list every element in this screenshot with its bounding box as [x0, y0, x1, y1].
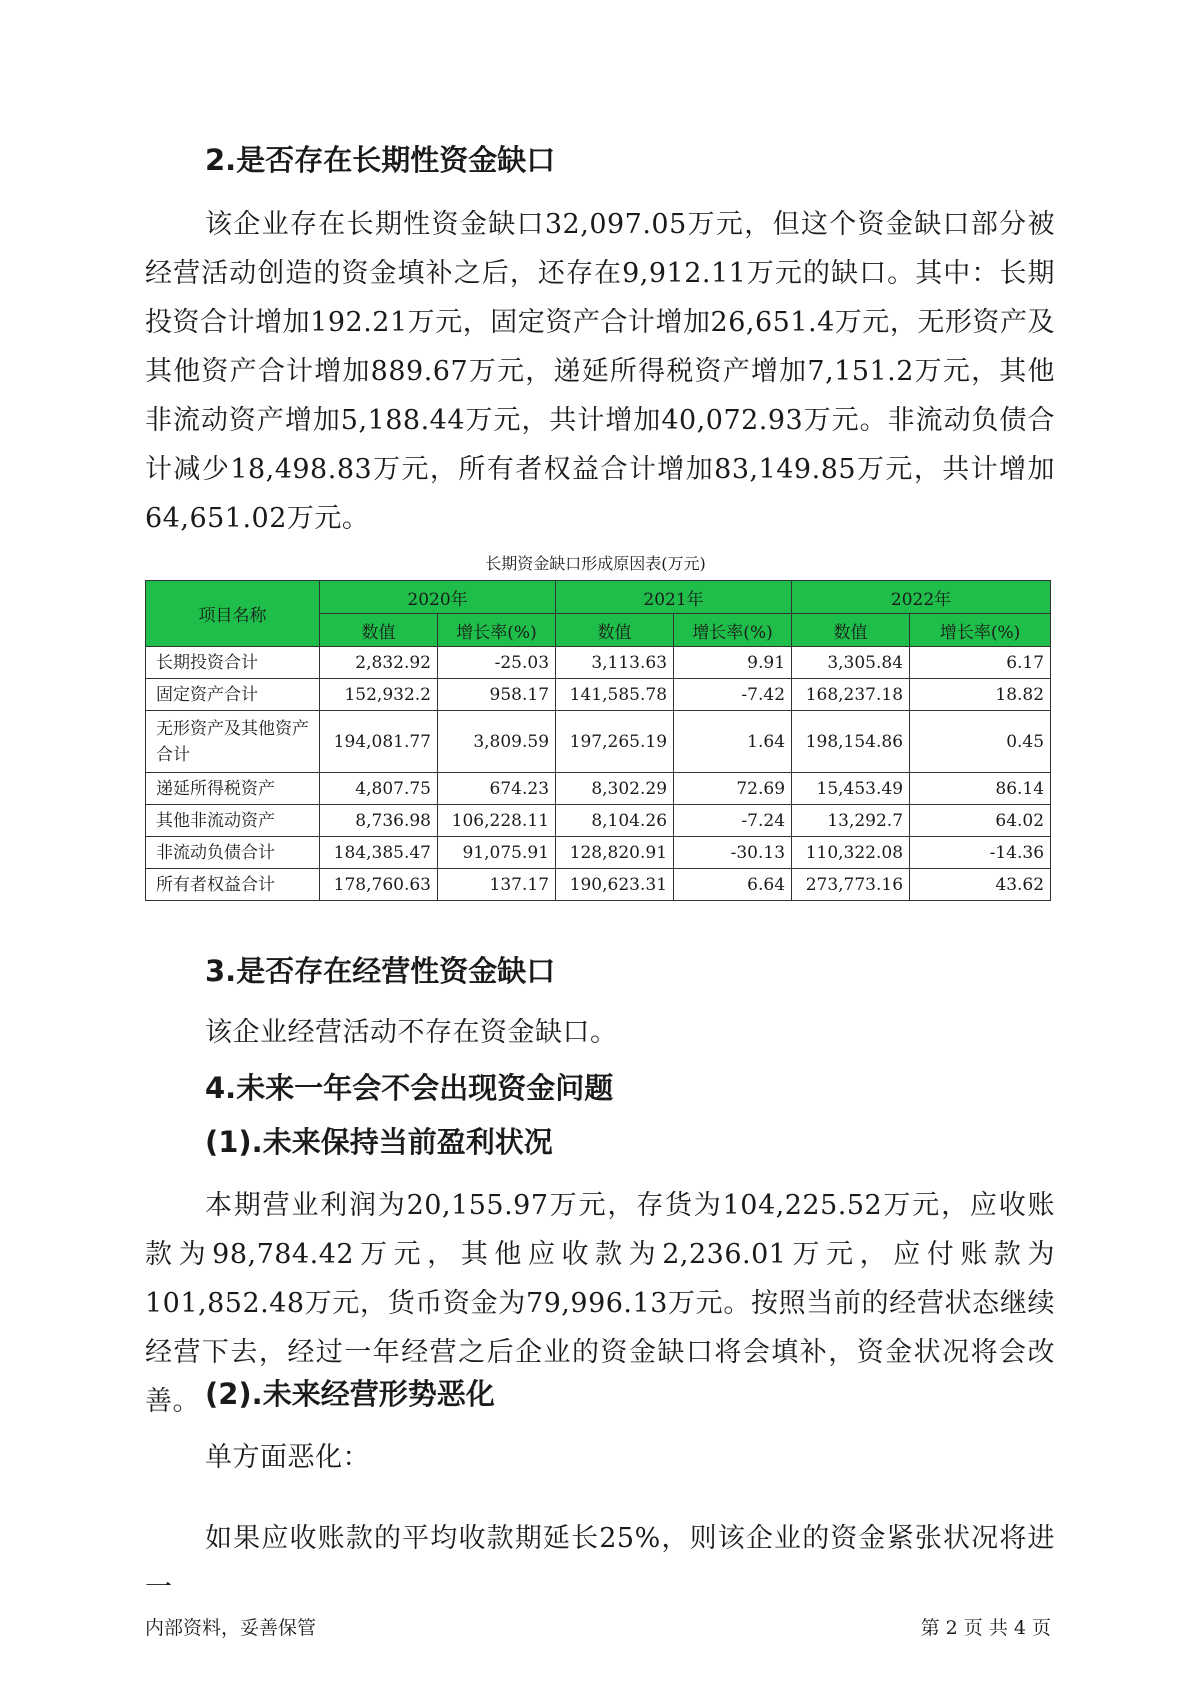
header-rate: 增长率(%): [674, 614, 792, 647]
cell: 3,809.59: [438, 711, 556, 773]
cell: 137.17: [438, 869, 556, 901]
cell: -30.13: [674, 837, 792, 869]
table-row: [146, 711, 1051, 773]
section-2-body: 该企业存在长期性资金缺口32,097.05万元，但这个资金缺口部分被经营活动创造的资金填补之后，还存在9,912.11万元的缺口。其中：长期投资合计增加192.21万元，固定资产合计增加26,651.4万元，无形资产及其他资产合计增加889.67万元，递延所得税资产增加7,151.2万元，其他非流动资产增加5,188.44万元，共计增加40,072.93万元。非流动负债合计减少18,498.83万元，所有者权益合计增加83,149.85万元，共计增加64,651.02万元。: [145, 209, 1055, 534]
cell: 13,292.7: [792, 805, 910, 837]
section-4-1-body: 本期营业利润为20,155.97万元，存货为104,225.52万元，应收账款为98,784.42万元，其他应收款为2,236.01万元，应付账款为101,852.48万元，货币资金为79,996.13万元。按照当前的经营状态继续经营下去，经过一年经营之后企业的资金缺口将会填补，资金状况将会改善。: [145, 1190, 1055, 1417]
cell: 3,113.63: [556, 647, 674, 679]
cell: 8,736.98: [320, 805, 438, 837]
cell: 6.64: [674, 869, 792, 901]
table-caption: 长期资金缺口形成原因表(万元): [485, 554, 706, 573]
cell: 43.62: [910, 869, 1051, 901]
row-name: 非流动负债合计: [146, 837, 320, 869]
row-name: 其他非流动资产: [146, 805, 320, 837]
row-name: 所有者权益合计: [146, 869, 320, 901]
section-4-2-subtitle: 单方面恶化：: [205, 1442, 370, 1473]
footer-confidential: 内部资料，妥善保管: [145, 1617, 317, 1639]
cell: 184,385.47: [320, 837, 438, 869]
row-name: 固定资产合计: [146, 679, 320, 711]
cell: 0.45: [910, 711, 1051, 773]
cell: 86.14: [910, 773, 1051, 805]
cell: 190,623.31: [556, 869, 674, 901]
cell: 958.17: [438, 679, 556, 711]
header-rate: 增长率(%): [438, 614, 556, 647]
cell: 194,081.77: [320, 711, 438, 773]
cell: 18.82: [910, 679, 1051, 711]
footer-page-number: 第 2 页 共 4 页: [920, 1617, 1051, 1639]
cell: 128,820.91: [556, 837, 674, 869]
cell: 72.69: [674, 773, 792, 805]
cell: 8,104.26: [556, 805, 674, 837]
cell: 15,453.49: [792, 773, 910, 805]
cell: 91,075.91: [438, 837, 556, 869]
header-value: 数值: [556, 614, 674, 647]
section-2-title: 2.是否存在长期性资金缺口: [205, 143, 556, 177]
cell: 674.23: [438, 773, 556, 805]
header-year: 2020年: [320, 581, 556, 614]
section-4-2-title: (2).未来经营形势恶化: [205, 1377, 495, 1411]
cell: 168,237.18: [792, 679, 910, 711]
cell: 197,265.19: [556, 711, 674, 773]
section-3-title: 3.是否存在经营性资金缺口: [205, 954, 556, 988]
row-name: 递延所得税资产: [146, 773, 320, 805]
section-3-body: 该企业经营活动不存在资金缺口。: [205, 1017, 618, 1048]
cell: 9.91: [674, 647, 792, 679]
cell: 198,154.86: [792, 711, 910, 773]
cell: 178,760.63: [320, 869, 438, 901]
table-row: [146, 679, 1051, 711]
cell: 6.17: [910, 647, 1051, 679]
cell: 3,305.84: [792, 647, 910, 679]
header-rate: 增长率(%): [910, 614, 1051, 647]
table-row: [146, 805, 1051, 837]
cell: 152,932.2: [320, 679, 438, 711]
cell: 1.64: [674, 711, 792, 773]
long-term-gap-table: [145, 580, 1051, 901]
header-year: 2022年: [792, 581, 1051, 614]
cell: 273,773.16: [792, 869, 910, 901]
table-row: [146, 773, 1051, 805]
cell: -7.42: [674, 679, 792, 711]
cell: 110,322.08: [792, 837, 910, 869]
header-value: 数值: [792, 614, 910, 647]
row-name: 无形资产及其他资产合计: [146, 711, 320, 773]
table-row: [146, 837, 1051, 869]
cell: 4,807.75: [320, 773, 438, 805]
cell: 64.02: [910, 805, 1051, 837]
table-row: [146, 869, 1051, 901]
section-4-1-title: (1).未来保持当前盈利状况: [205, 1125, 553, 1159]
cell: -14.36: [910, 837, 1051, 869]
cell: -25.03: [438, 647, 556, 679]
cell: -7.24: [674, 805, 792, 837]
table-row: [146, 647, 1051, 679]
row-name: 长期投资合计: [146, 647, 320, 679]
header-value: 数值: [320, 614, 438, 647]
header-item-name: 项目名称: [146, 581, 320, 647]
cell: 106,228.11: [438, 805, 556, 837]
section-4-title: 4.未来一年会不会出现资金问题: [205, 1071, 614, 1105]
cell: 2,832.92: [320, 647, 438, 679]
cell: 8,302.29: [556, 773, 674, 805]
section-4-2-body: 如果应收账款的平均收款期延长25%，则该企业的资金紧张状况将进一: [145, 1523, 1055, 1603]
header-year: 2021年: [556, 581, 792, 614]
cell: 141,585.78: [556, 679, 674, 711]
